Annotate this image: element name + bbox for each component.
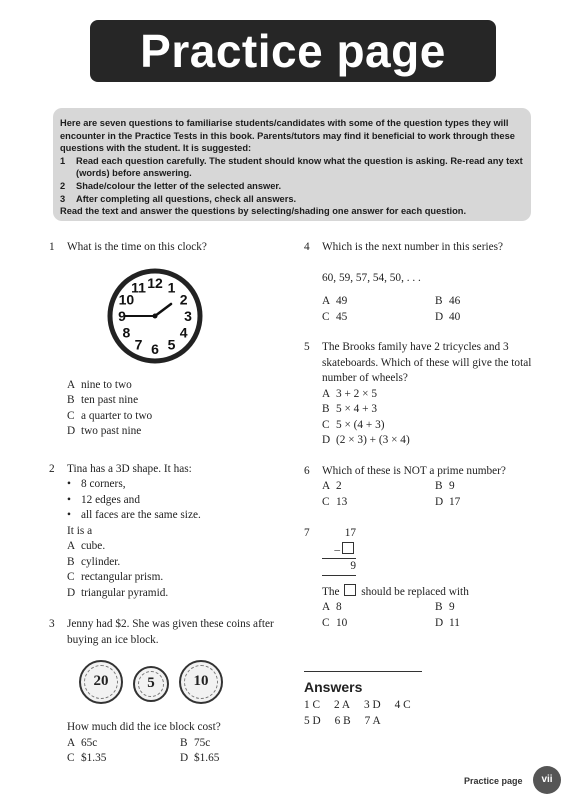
question-4 bbox=[304, 240, 534, 325]
intro-step bbox=[60, 180, 524, 193]
clock-numeral: 10 bbox=[118, 291, 135, 307]
option-text: $1.35 bbox=[81, 752, 107, 764]
option-b[interactable] bbox=[67, 555, 279, 571]
option-text: 17 bbox=[449, 495, 461, 508]
option-c[interactable] bbox=[322, 495, 435, 511]
question-text: Jenny had $2. She was given these coins after buying an ice block. bbox=[67, 618, 274, 646]
bullet-item: • 8 corners, bbox=[67, 478, 126, 490]
answer-item: 1 C bbox=[304, 699, 321, 711]
option-d[interactable] bbox=[435, 616, 535, 632]
clock-numeral: 5 bbox=[167, 336, 176, 353]
step-number: 3 bbox=[60, 193, 66, 204]
option-b[interactable] bbox=[435, 479, 535, 495]
box-symbol bbox=[342, 542, 354, 554]
page-title: Practice page bbox=[90, 20, 496, 82]
clock-numeral: 1 bbox=[167, 278, 176, 295]
option-text: 9 bbox=[449, 480, 455, 492]
option-a[interactable] bbox=[322, 387, 534, 403]
option-text: triangular pyramid. bbox=[81, 586, 169, 599]
option-text: 13 bbox=[336, 495, 348, 508]
option-text: nine to two bbox=[81, 378, 132, 391]
page-number-badge: vii bbox=[533, 766, 561, 794]
answers-list bbox=[304, 698, 425, 729]
option-text: 40 bbox=[449, 310, 461, 323]
option-text: (2 × 3) + (3 × 4) bbox=[336, 434, 410, 446]
option-text: 45 bbox=[336, 310, 348, 323]
option-b[interactable] bbox=[435, 294, 535, 310]
option-text: 10 bbox=[336, 616, 348, 629]
intro-paragraph: Here are seven questions to familiarise students/candidates with some of the question types they will encounter in the Practice Tests in this book. Parents/tutors may find it beneficial to work through these questions with the student. It is suggested: bbox=[60, 118, 515, 154]
option-c[interactable] bbox=[67, 409, 279, 425]
option-letter: B bbox=[435, 480, 443, 492]
option-letter: C bbox=[67, 752, 75, 764]
clock-numeral: 7 bbox=[134, 336, 143, 353]
option-letter: B bbox=[67, 394, 75, 406]
option-b[interactable] bbox=[322, 402, 534, 418]
option-a[interactable] bbox=[322, 294, 435, 310]
option-letter: D bbox=[67, 586, 76, 599]
option-letter: B bbox=[435, 601, 443, 613]
option-d[interactable] bbox=[67, 586, 279, 602]
step-text: Shade/colour the letter of the selected answer. bbox=[76, 180, 282, 191]
option-letter: B bbox=[322, 403, 330, 415]
option-letter: C bbox=[322, 495, 330, 508]
option-text: cube. bbox=[81, 540, 106, 552]
option-letter: D bbox=[180, 752, 189, 764]
question-5 bbox=[304, 340, 534, 449]
option-a[interactable] bbox=[322, 600, 435, 616]
option-text: 5 × 4 + 3 bbox=[336, 403, 377, 415]
question-1 bbox=[49, 240, 279, 440]
question-number: 2 bbox=[49, 462, 55, 475]
option-c[interactable] bbox=[322, 310, 435, 326]
footer-label: Practice page bbox=[464, 776, 523, 786]
option-text: 8 bbox=[336, 601, 342, 613]
subtrahend-row: – bbox=[322, 542, 356, 559]
option-letter: A bbox=[322, 480, 331, 492]
option-text: two past nine bbox=[81, 425, 142, 437]
step-number: 2 bbox=[60, 180, 66, 191]
option-text: 3 + 2 × 5 bbox=[336, 387, 377, 400]
question-number: 4 bbox=[304, 241, 310, 253]
option-text: a quarter to two bbox=[81, 409, 153, 422]
option-letter: D bbox=[67, 425, 76, 437]
question-7 bbox=[304, 526, 534, 631]
option-text: 46 bbox=[449, 295, 461, 307]
bullet-item: • 12 edges and bbox=[67, 493, 140, 506]
clock-numeral: 3 bbox=[184, 307, 192, 324]
option-d[interactable] bbox=[322, 433, 534, 449]
question-number: 3 bbox=[49, 618, 55, 630]
option-letter: A bbox=[67, 540, 76, 552]
option-b[interactable] bbox=[435, 600, 535, 616]
option-letter: C bbox=[67, 409, 75, 422]
option-letter: B bbox=[180, 736, 188, 749]
question-number: 7 bbox=[304, 527, 310, 539]
option-letter: C bbox=[322, 418, 330, 431]
option-b[interactable] bbox=[180, 736, 280, 752]
answer-item: 6 B bbox=[334, 714, 351, 727]
step-number: 1 bbox=[60, 155, 66, 166]
bullet-item: • all faces are the same size. bbox=[67, 509, 201, 521]
option-letter: C bbox=[322, 310, 330, 323]
question-number: 1 bbox=[49, 241, 55, 253]
option-text: 5 × (4 + 3) bbox=[336, 418, 385, 431]
answer-item: 3 D bbox=[364, 699, 381, 711]
option-text: 2 bbox=[336, 480, 342, 492]
option-a[interactable] bbox=[67, 378, 279, 394]
question-text: What is the time on this clock? bbox=[67, 241, 207, 253]
answers-row bbox=[304, 714, 425, 730]
coin-10-cents: 10 bbox=[179, 660, 223, 704]
intro-step bbox=[60, 155, 524, 180]
option-letter: A bbox=[322, 601, 331, 613]
step-text: Read each question carefully. The student should know what the question is asking. Re-read any text (words) before answering. bbox=[76, 155, 523, 179]
question-text: The Brooks family have 2 tricycles and 3 skateboards. Which of these will give the total number of wheels? bbox=[322, 341, 532, 384]
option-a[interactable] bbox=[322, 479, 435, 495]
option-text: ten past nine bbox=[81, 394, 139, 406]
question-3 bbox=[49, 617, 279, 767]
clock-numeral: 12 bbox=[147, 274, 163, 291]
question-text: Which is the next number in this series? bbox=[322, 241, 504, 253]
step-text: After completing all questions, check all answers. bbox=[76, 193, 297, 204]
option-letter: D bbox=[435, 310, 444, 323]
option-c[interactable] bbox=[322, 616, 435, 632]
question-number: 5 bbox=[304, 341, 310, 353]
question-text: The should be replaced with bbox=[322, 585, 469, 598]
option-letter: B bbox=[67, 555, 75, 568]
coin-20-cents: 20 bbox=[79, 660, 123, 704]
left-column bbox=[49, 240, 279, 767]
answer-item: 4 C bbox=[394, 699, 411, 711]
option-a[interactable] bbox=[67, 539, 279, 555]
question-number: 6 bbox=[304, 464, 310, 477]
option-letter: A bbox=[67, 378, 76, 391]
option-text: rectangular prism. bbox=[81, 571, 164, 583]
coins-image bbox=[79, 660, 279, 704]
option-letter: D bbox=[435, 616, 444, 629]
box-symbol bbox=[344, 584, 356, 596]
option-text: 9 bbox=[449, 601, 455, 613]
option-text: 75c bbox=[194, 736, 211, 749]
intro-closing: Read the text and answer the questions by selecting/shading one answer for each question. bbox=[60, 206, 467, 217]
minuend: 17 bbox=[344, 527, 356, 539]
answers-row bbox=[304, 698, 425, 714]
option-letter: C bbox=[67, 571, 75, 583]
intro-step bbox=[60, 193, 524, 206]
option-text: $1.65 bbox=[194, 752, 220, 764]
answers-divider bbox=[304, 671, 422, 672]
option-d[interactable] bbox=[180, 751, 280, 767]
option-text: 65c bbox=[81, 736, 98, 749]
number-series: 60, 59, 57, 54, 50, . . . bbox=[322, 271, 421, 284]
difference: 9 bbox=[350, 560, 356, 572]
option-letter: B bbox=[435, 295, 443, 307]
subtraction-problem bbox=[322, 526, 356, 576]
intro-box bbox=[53, 108, 531, 221]
option-letter: D bbox=[322, 434, 331, 446]
option-d[interactable] bbox=[435, 495, 535, 511]
option-c[interactable] bbox=[67, 570, 279, 586]
option-a[interactable] bbox=[67, 736, 180, 752]
question-text: Tina has a 3D shape. It has: bbox=[67, 462, 192, 475]
option-text: cylinder. bbox=[81, 555, 121, 568]
clock-numeral: 11 bbox=[131, 278, 146, 295]
clock-numeral: 8 bbox=[122, 324, 131, 340]
coin-5-cents: 5 bbox=[133, 666, 169, 702]
question-6 bbox=[304, 464, 534, 511]
answer-item: 2 A bbox=[334, 699, 351, 711]
answer-item: 7 A bbox=[364, 714, 381, 727]
right-column bbox=[304, 240, 534, 631]
answer-item: 5 D bbox=[304, 714, 321, 727]
option-letter: A bbox=[322, 295, 331, 307]
option-letter: A bbox=[322, 387, 331, 400]
clock-image bbox=[107, 268, 203, 364]
clock-numeral: 6 bbox=[151, 340, 159, 357]
option-d[interactable] bbox=[435, 310, 535, 326]
clock-numeral: 4 bbox=[179, 324, 188, 340]
clock-numeral: 2 bbox=[179, 291, 188, 307]
option-letter: C bbox=[322, 616, 330, 629]
option-text: 11 bbox=[449, 616, 460, 629]
question-lead: It is a bbox=[67, 524, 93, 537]
option-letter: A bbox=[67, 736, 76, 749]
question-text: How much did the ice block cost? bbox=[67, 721, 221, 733]
option-b[interactable] bbox=[67, 393, 279, 409]
question-2 bbox=[49, 462, 279, 602]
option-letter: D bbox=[435, 495, 444, 508]
clock-numeral: 9 bbox=[118, 307, 126, 324]
question-text: Which of these is NOT a prime number? bbox=[322, 464, 506, 477]
option-text: 49 bbox=[336, 295, 348, 307]
option-d[interactable] bbox=[67, 424, 279, 440]
answers-heading: Answers bbox=[304, 679, 363, 695]
option-c[interactable] bbox=[67, 751, 180, 767]
option-c[interactable] bbox=[322, 418, 534, 434]
